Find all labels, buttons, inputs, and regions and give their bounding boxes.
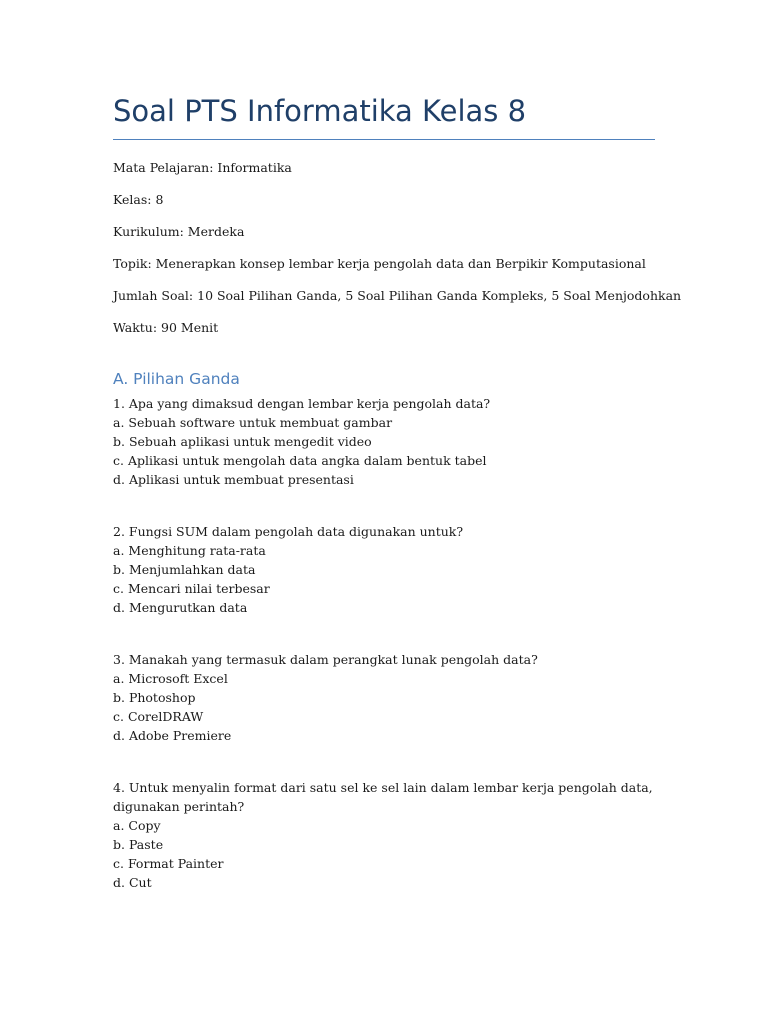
question-text: 2. Fungsi SUM dalam pengolah data digunakan untuk? <box>113 524 464 539</box>
answer-option: a. Menghitung rata-rata <box>113 543 266 558</box>
document-meta <box>113 159 682 351</box>
answer-option: d. Cut <box>113 875 152 890</box>
meta-curriculum: Kurikulum: Merdeka <box>113 224 245 239</box>
question-3 <box>113 650 655 745</box>
answer-option: b. Menjumlahkan data <box>113 562 256 577</box>
meta-class: Kelas: 8 <box>113 192 164 207</box>
question-text-continued: digunakan perintah? <box>113 799 245 814</box>
document-title: Soal PTS Informatika Kelas 8 <box>113 94 527 128</box>
answer-option: c. Format Painter <box>113 856 224 871</box>
section-heading-multiple-choice: A. Pilihan Ganda <box>113 370 240 388</box>
answer-option: b. Paste <box>113 837 164 852</box>
meta-question-count: Jumlah Soal: 10 Soal Pilihan Ganda, 5 Soal Pilihan Ganda Kompleks, 5 Soal Menjodohkan <box>113 288 682 303</box>
answer-option: c. Aplikasi untuk mengolah data angka dalam bentuk tabel <box>113 453 487 468</box>
answer-option: a. Copy <box>113 818 161 833</box>
answer-option: d. Aplikasi untuk membuat presentasi <box>113 472 354 487</box>
question-text: 4. Untuk menyalin format dari satu sel ke sel lain dalam lembar kerja pengolah data, <box>113 780 653 795</box>
meta-topic: Topik: Menerapkan konsep lembar kerja pengolah data dan Berpikir Komputasional <box>113 256 646 271</box>
answer-option: b. Sebuah aplikasi untuk mengedit video <box>113 434 372 449</box>
answer-option: a. Microsoft Excel <box>113 671 228 686</box>
question-text: 3. Manakah yang termasuk dalam perangkat lunak pengolah data? <box>113 652 538 667</box>
answer-option: b. Photoshop <box>113 690 196 705</box>
answer-option: a. Sebuah software untuk membuat gambar <box>113 415 393 430</box>
meta-duration: Waktu: 90 Menit <box>113 320 219 335</box>
meta-subject: Mata Pelajaran: Informatika <box>113 160 292 175</box>
title-divider <box>113 139 655 140</box>
question-text: 1. Apa yang dimaksud dengan lembar kerja pengolah data? <box>113 396 491 411</box>
answer-option: d. Mengurutkan data <box>113 600 248 615</box>
answer-option: d. Adobe Premiere <box>113 728 232 743</box>
question-4 <box>113 778 655 892</box>
answer-option: c. Mencari nilai terbesar <box>113 581 270 596</box>
answer-option: c. CorelDRAW <box>113 709 204 724</box>
question-1 <box>113 394 655 489</box>
question-2 <box>113 522 655 617</box>
